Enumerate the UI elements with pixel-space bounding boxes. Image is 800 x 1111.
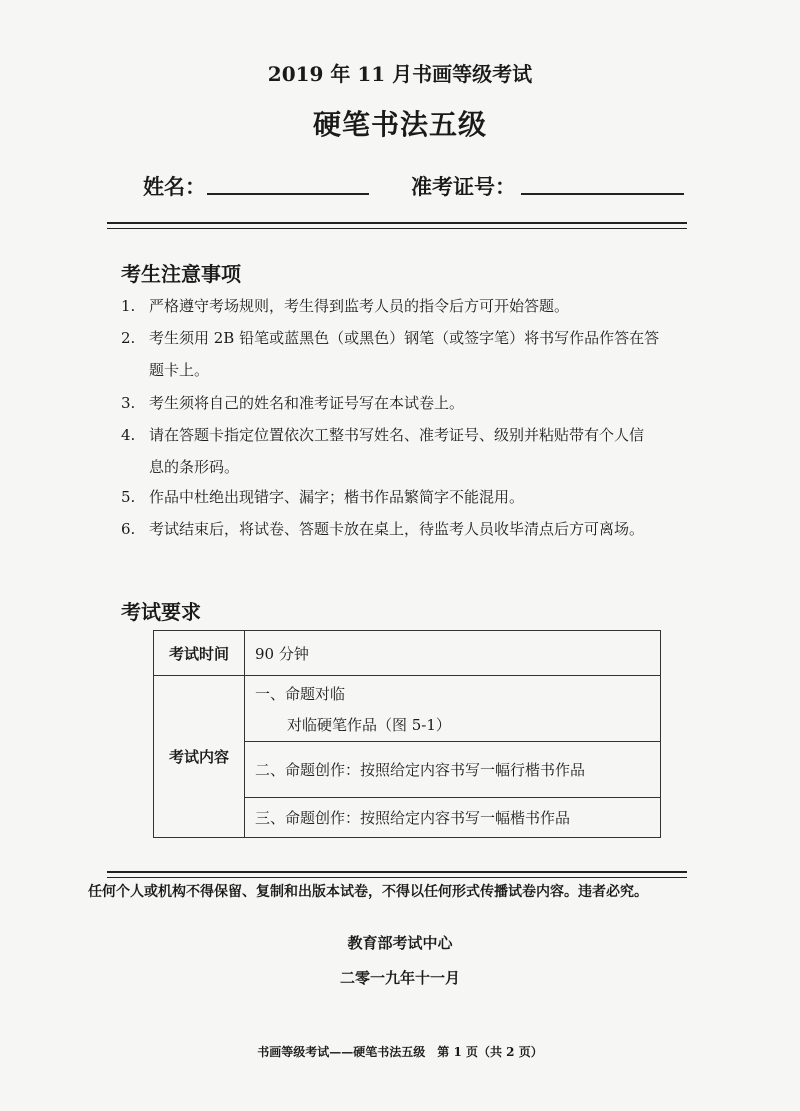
issuer: 教育部考试中心 — [347, 934, 453, 952]
notice-text: 请在答题卡指定位置依次工整书写姓名、准考证号、级别并粘贴带有个人信 — [149, 426, 645, 444]
exam-content-label: 考试内容 — [154, 676, 245, 838]
name-label: 姓名： — [143, 174, 206, 199]
exam-content-item-1 — [245, 676, 661, 742]
notice-item-1 — [121, 296, 711, 320]
notice-number: 1. — [121, 297, 136, 315]
notice-number: 3. — [121, 394, 136, 412]
requirements-table — [153, 630, 661, 838]
header-divider-bottom — [107, 228, 687, 229]
notice-item-5 — [121, 487, 711, 511]
subject-title: 硬笔书法五级 — [312, 108, 487, 141]
exam-time-value: 90 分钟 — [245, 631, 661, 676]
notice-text: 严格遵守考场规则，考生得到监考人员的指令后方可开始答题。 — [149, 297, 570, 315]
notice-number: 2. — [121, 329, 136, 347]
notice-item-2 — [121, 328, 711, 384]
notice-text: 考生须将自己的姓名和准考证号写在本试卷上。 — [149, 394, 465, 412]
notices-title: 考生注意事项 — [121, 262, 241, 286]
exam-content-item-3: 三、命题创作：按照给定内容书写一幅楷书作品 — [245, 798, 661, 838]
exam-id-field[interactable] — [521, 193, 684, 195]
content-item-detail: 对临硬笔作品（图 5-1） — [287, 715, 451, 734]
notice-text-continued: 题卡上。 — [149, 361, 210, 379]
requirements-title: 考试要求 — [121, 600, 201, 624]
notice-text: 考生须用 2B 铅笔或蓝黑色（或黑色）钢笔（或签字笔）将书写作品作答在答 — [149, 329, 660, 347]
exam-title: 2019 年 11 月书画等级考试 — [267, 62, 533, 86]
footer-divider-bottom — [107, 877, 687, 878]
exam-id-label: 准考证号： — [411, 174, 516, 199]
notice-number: 5. — [121, 488, 136, 506]
notice-item-6 — [121, 519, 711, 543]
page-footer: 书画等级考试——硬笔书法五级 第 1 页（共 2 页） — [257, 1045, 543, 1059]
notice-item-3 — [121, 393, 711, 417]
exam-time-label: 考试时间 — [154, 631, 245, 676]
notice-text: 作品中杜绝出现错字、漏字；楷书作品繁简字不能混用。 — [149, 488, 525, 506]
notice-number: 4. — [121, 426, 136, 444]
header-divider-top — [107, 222, 687, 224]
name-field[interactable] — [207, 193, 369, 195]
copyright-notice: 任何个人或机构不得保留、复制和出版本试卷，不得以任何形式传播试卷内容。违者必究。 — [88, 884, 648, 900]
notice-text-continued: 息的条形码。 — [149, 458, 240, 476]
notice-item-4 — [121, 425, 711, 481]
issue-date: 二零一九年十一月 — [339, 969, 460, 987]
notice-number: 6. — [121, 520, 136, 538]
exam-content-item-2: 二、命题创作：按照给定内容书写一幅行楷书作品 — [245, 742, 661, 798]
content-item-title: 一、命题对临 — [255, 684, 346, 703]
notice-text: 考试结束后，将试卷、答题卡放在桌上，待监考人员收毕清点后方可离场。 — [149, 520, 645, 538]
footer-divider-top — [107, 871, 687, 873]
